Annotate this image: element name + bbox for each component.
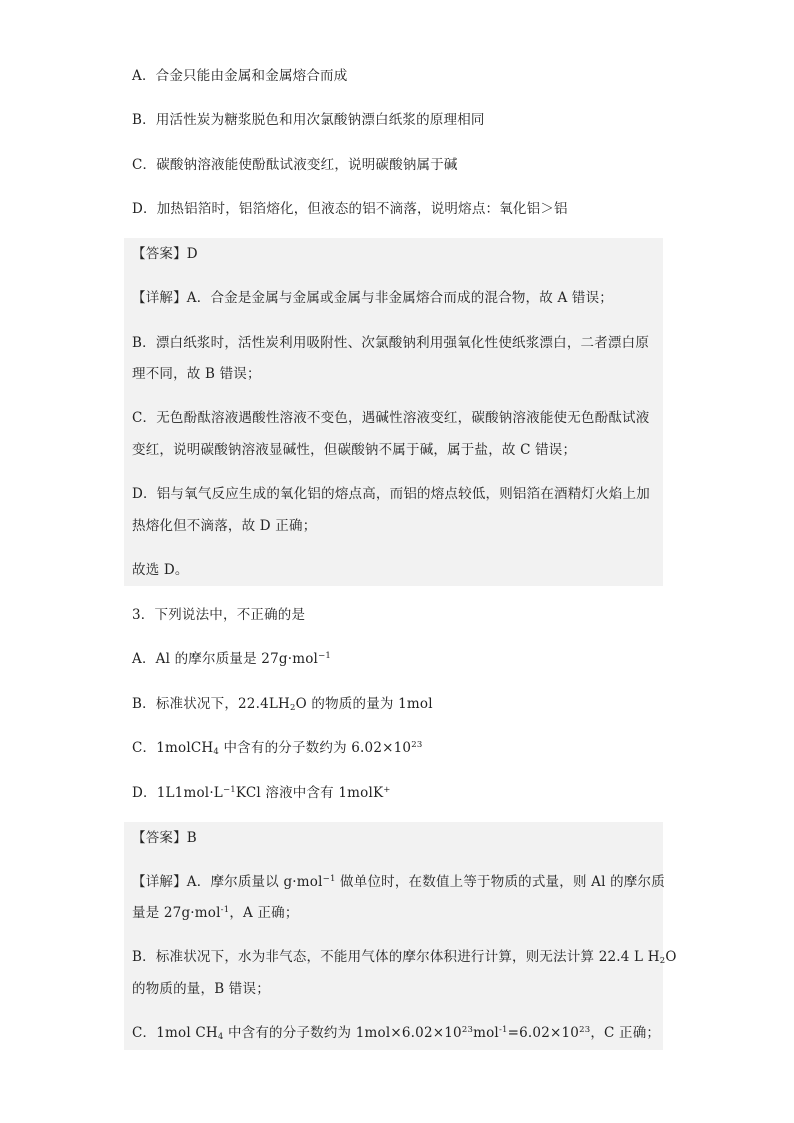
- q2-option-c: C．碳酸钠溶液能使酚酞试液变红，说明碳酸钠属于碱: [132, 157, 458, 173]
- text: 中含有的分子数约为 6.02×10: [218, 740, 412, 756]
- q3-explain-b-line2: 的物质的量，B 错误；: [132, 981, 270, 997]
- text: 做单位时，在数值上等于物质的式量，则 Al 的摩尔质: [335, 874, 665, 890]
- superscript: −1: [322, 874, 336, 884]
- q3-option-c: [132, 738, 422, 758]
- q3-explain-b-line1: [132, 947, 677, 967]
- subscript: 2: [290, 703, 296, 713]
- q2-explain-b-line1: B．漂白纸浆时，活性炭利用吸附性、次氯酸钠利用强氧化性使纸浆漂白，二者漂白原: [132, 335, 650, 351]
- superscript: -1: [498, 1025, 508, 1035]
- superscript: 23: [461, 1025, 474, 1035]
- text: C．1mol CH: [132, 1025, 218, 1041]
- q3-explain-c: [132, 1023, 660, 1043]
- text: =6.02×10: [507, 1025, 580, 1041]
- superscript: −1: [318, 651, 331, 661]
- text: O 的物质的量为 1mol: [295, 696, 433, 712]
- superscript: +: [383, 785, 391, 795]
- text: B．标准状况下，水为非气态，不能用气体的摩尔体积进行计算，则无法计算 22.4 L H: [132, 949, 660, 965]
- text: ，C 正确；: [590, 1025, 661, 1041]
- text: B．标准状况下，22.4LH: [132, 696, 291, 712]
- q2-option-a: A．合金只能由金属和金属熔合而成: [132, 68, 348, 84]
- q3-option-a: [132, 649, 331, 669]
- text: D．1L1mol·L: [132, 785, 223, 801]
- q2-explain-a: 【详解】A．合金是金属与金属或金属与非金属熔合而成的混合物，故 A 错误；: [132, 290, 613, 306]
- text: ，A 正确；: [229, 905, 299, 921]
- text: KCl 溶液中含有 1molK: [235, 785, 384, 801]
- q3-option-d: [132, 783, 391, 803]
- text: A．Al 的摩尔质量是 27g·mol: [132, 651, 319, 667]
- subscript: 4: [213, 747, 219, 757]
- q2-explain-c-line2: 变红，说明碳酸钠溶液显碱性，但碳酸钠不属于碱，属于盐，故 C 错误；: [132, 442, 577, 458]
- text: mol: [473, 1025, 499, 1041]
- q2-explain-b-line2: 理不同，故 B 错误；: [132, 366, 261, 382]
- q3-explain-a-line2: [132, 903, 299, 923]
- text: 量是 27g·mol: [132, 905, 221, 921]
- text: O: [665, 949, 677, 965]
- q3-answer: 【答案】B: [132, 830, 197, 846]
- q2-explain-d-line2: 热熔化但不滴落，故 D 正确；: [132, 518, 317, 534]
- q3-explain-a-line1: [132, 872, 665, 892]
- q2-option-b: B．用活性炭为糖浆脱色和用次氯酸钠漂白纸浆的原理相同: [132, 112, 485, 128]
- q2-explain-c-line1: C．无色酚酞溶液遇酸性溶液不变色，遇碱性溶液变红，碳酸钠溶液能使无色酚酞试液: [132, 410, 650, 426]
- q2-explain-d-line1: D．铝与氧气反应生成的氧化铝的熔点高，而铝的熔点较低，则铝箔在酒精灯火焰上加: [132, 486, 650, 502]
- superscript: 23: [579, 1025, 591, 1035]
- superscript: −1: [222, 785, 236, 795]
- subscript: 4: [217, 1032, 224, 1042]
- superscript: 23: [411, 740, 423, 750]
- text: 中含有的分子数约为 1mol×6.02×10: [223, 1025, 462, 1041]
- text: C．1molCH: [132, 740, 214, 756]
- text: 【详解】A．摩尔质量以 g·mol: [132, 874, 323, 890]
- superscript: -1: [220, 905, 230, 915]
- q2-conclusion: 故选 D。: [132, 562, 189, 578]
- q2-answer: 【答案】D: [132, 246, 198, 262]
- answer-block-q3: [124, 822, 663, 1050]
- q2-option-d: D．加热铝箔时，铝箔熔化，但液态的铝不滴落，说明熔点：氧化铝＞铝: [132, 201, 568, 217]
- q3-stem: 3．下列说法中，不正确的是: [132, 607, 306, 623]
- q3-option-b: [132, 694, 433, 714]
- subscript: 2: [659, 956, 666, 966]
